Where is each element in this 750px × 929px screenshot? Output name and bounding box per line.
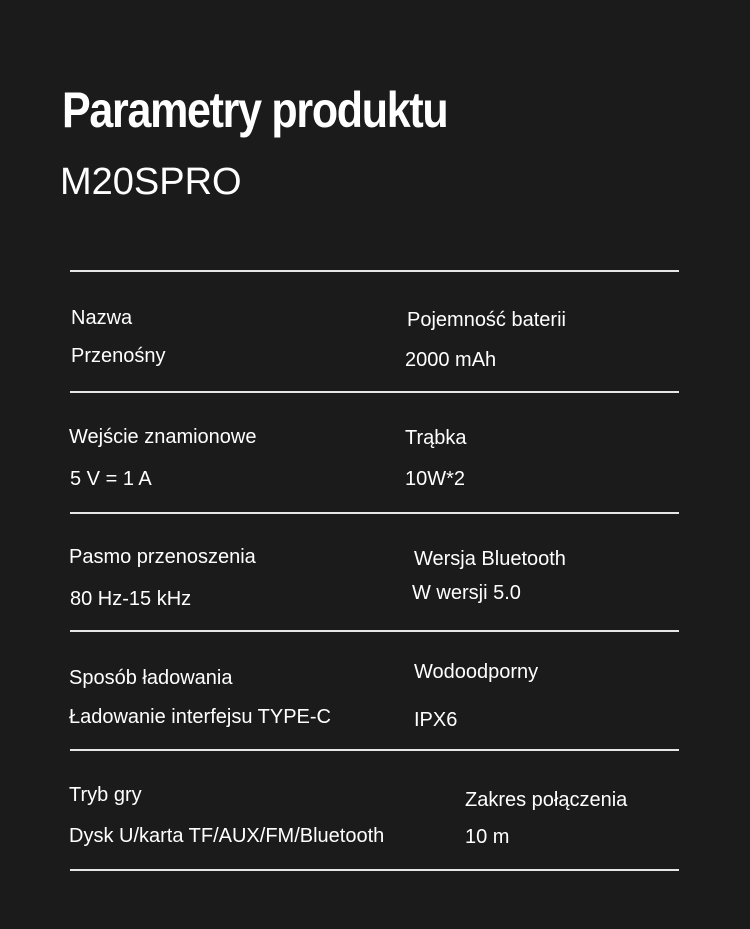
model-name: M20SPRO bbox=[60, 161, 242, 203]
spec-value-rated-input: 5 V = 1 A bbox=[70, 468, 152, 490]
spec-label-bluetooth: Wersja Bluetooth bbox=[414, 548, 566, 570]
spec-value-range: 10 m bbox=[465, 826, 510, 848]
spec-value-bluetooth: W wersji 5.0 bbox=[412, 582, 521, 604]
spec-label-charging: Sposób ładowania bbox=[69, 667, 233, 689]
divider bbox=[70, 869, 679, 871]
spec-value-play-mode: Dysk U/karta TF/AUX/FM/Bluetooth bbox=[69, 825, 385, 847]
spec-label-play-mode: Tryb gry bbox=[69, 784, 142, 806]
spec-value-waterproof: IPX6 bbox=[414, 709, 458, 731]
spec-label-speaker: Trąbka bbox=[405, 427, 467, 449]
divider bbox=[70, 630, 679, 632]
spec-label-frequency: Pasmo przenoszenia bbox=[69, 546, 256, 568]
divider bbox=[70, 749, 679, 751]
spec-label-rated-input: Wejście znamionowe bbox=[69, 426, 257, 448]
spec-value-speaker: 10W*2 bbox=[405, 468, 466, 490]
spec-value-battery: 2000 mAh bbox=[405, 349, 497, 371]
spec-value-name: Przenośny bbox=[71, 345, 166, 367]
spec-label-range: Zakres połączenia bbox=[465, 789, 628, 811]
spec-value-frequency: 80 Hz-15 kHz bbox=[70, 588, 192, 610]
spec-label-name: Nazwa bbox=[71, 307, 133, 329]
spec-label-waterproof: Wodoodporny bbox=[414, 661, 539, 683]
spec-label-battery: Pojemność baterii bbox=[407, 309, 566, 331]
divider bbox=[70, 512, 679, 514]
divider bbox=[70, 391, 679, 393]
page-title: Parametry produktu bbox=[62, 82, 448, 138]
spec-value-charging: Ładowanie interfejsu TYPE-C bbox=[69, 706, 331, 728]
divider bbox=[70, 270, 679, 272]
